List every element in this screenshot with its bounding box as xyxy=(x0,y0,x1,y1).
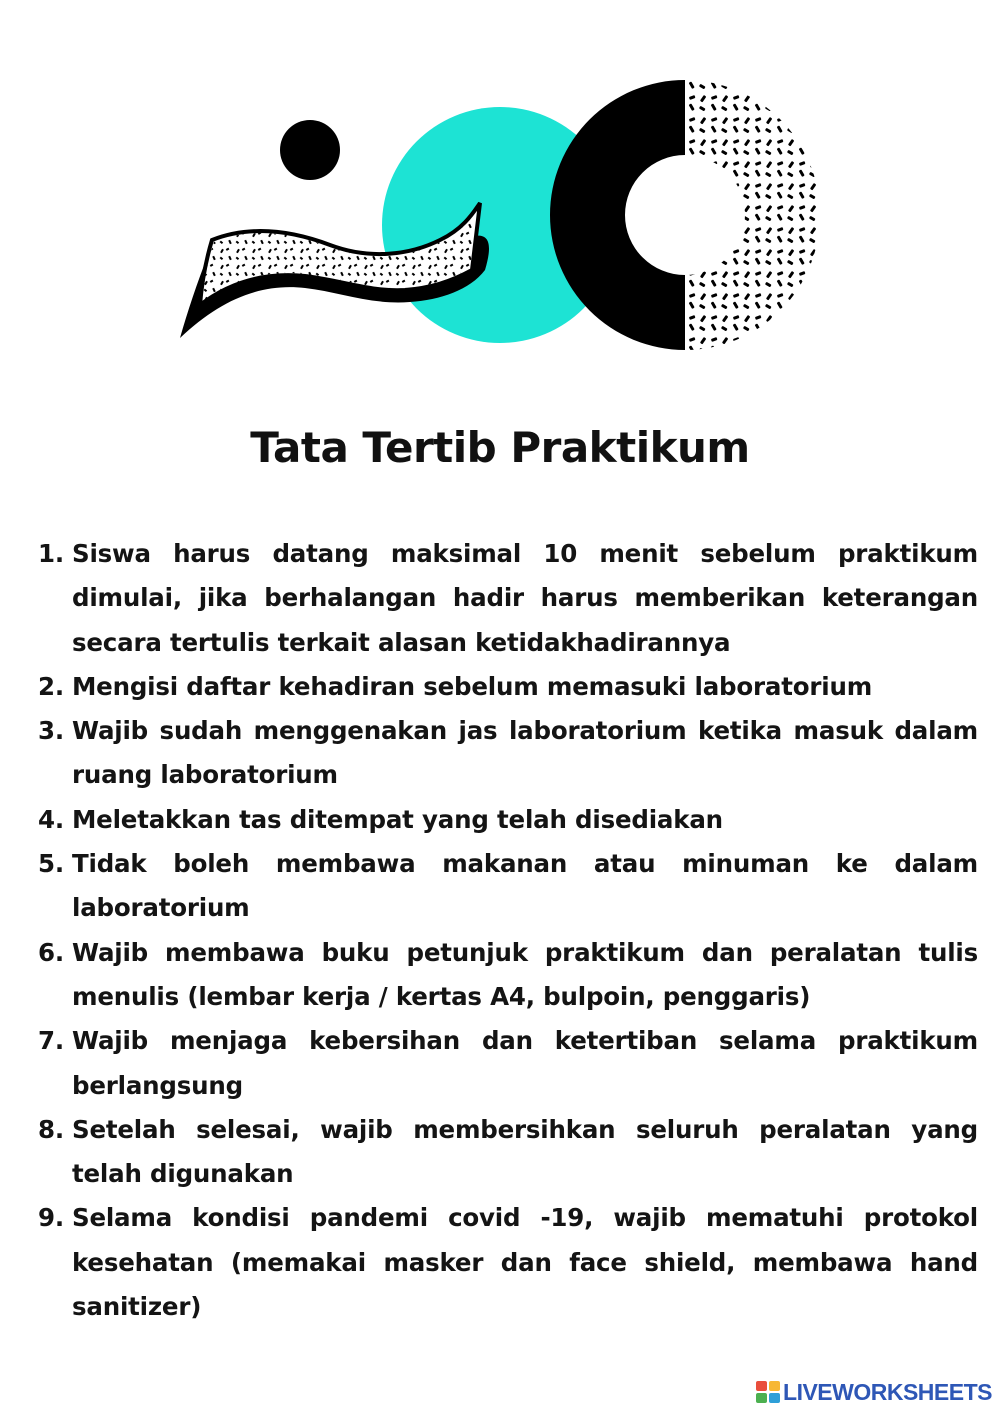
list-item xyxy=(38,798,978,842)
list-number: 6. xyxy=(38,937,64,967)
list-number: 7. xyxy=(38,1026,64,1056)
liveworksheets-brand: LIVEWORKSHEETS xyxy=(783,1378,992,1405)
list-item xyxy=(38,709,978,798)
liveworksheets-icon xyxy=(755,1380,781,1404)
liveworksheets-logo[interactable] xyxy=(755,1378,992,1406)
rule-text: Meletakkan tas ditempat yang telah disediakan xyxy=(72,804,723,834)
rule-text: Siswa harus datang maksimal 10 menit sebelum praktikum dimulai, jika berhalangan hadir harus memberikan keterangan secara tertulis terkait alasan ketidakhadirannya xyxy=(72,539,978,657)
list-number: 4. xyxy=(38,804,64,834)
list-item xyxy=(38,532,978,665)
rule-text: Tidak boleh membawa makanan atau minuman ke dalam laboratorium xyxy=(72,849,978,923)
rule-text: Wajib membawa buku petunjuk praktikum dan peralatan tulis menulis (lembar kerja / kertas A4, bulpoin, penggaris) xyxy=(72,937,978,1011)
list-number: 9. xyxy=(38,1203,64,1233)
small-black-circle xyxy=(280,120,340,180)
rule-text: Selama kondisi pandemi covid -19, wajib mematuhi protokol kesehatan (memakai masker dan face shield, membawa hand sanitizer) xyxy=(72,1203,978,1322)
list-number: 2. xyxy=(38,671,64,701)
list-number: 5. xyxy=(38,849,64,879)
list-number: 8. xyxy=(38,1114,64,1144)
list-item xyxy=(38,931,978,1020)
rule-text: Wajib sudah menggenakan jas laboratorium ketika masuk dalam ruang laboratorium xyxy=(72,716,978,790)
abstract-shapes-illustration xyxy=(170,70,830,360)
list-number: 3. xyxy=(38,716,64,746)
list-item xyxy=(38,665,978,709)
rule-text: Mengisi daftar kehadiran sebelum memasuki laboratorium xyxy=(72,671,873,701)
page-title: Tata Tertib Praktikum xyxy=(250,423,750,472)
list-item xyxy=(38,1019,978,1108)
list-item xyxy=(38,842,978,931)
list-item xyxy=(38,1196,978,1329)
list-number: 1. xyxy=(38,539,64,568)
list-item xyxy=(38,1108,978,1197)
rule-text: Wajib menjaga kebersihan dan ketertiban selama praktikum berlangsung xyxy=(72,1026,978,1100)
rules-list xyxy=(38,532,978,1329)
rule-text: Setelah selesai, wajib membersihkan seluruh peralatan yang telah digunakan xyxy=(72,1114,978,1189)
